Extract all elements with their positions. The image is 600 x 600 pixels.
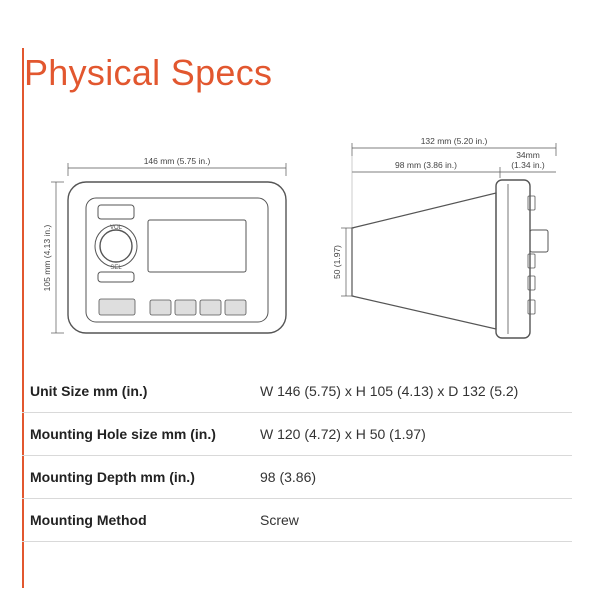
side-view [341,143,556,338]
spec-label: Mounting Hole size mm (in.) [30,426,216,442]
hole-height-label: 50 (1.97) [332,244,342,280]
spec-row-mounting-method [22,499,572,542]
spec-row-mounting-hole [22,413,572,456]
top-button [98,205,134,219]
source-button [99,299,135,315]
front-view [51,163,286,333]
knob-side [530,230,548,252]
preset-button-1 [150,300,171,315]
spec-label: Mounting Method [30,512,147,528]
total-depth-label: 132 mm (5.20 in.) [420,136,488,146]
spec-value: Screw [260,512,299,528]
spec-row-unit-size [22,370,572,413]
preset-button-4 [225,300,246,315]
housing-body [352,193,496,329]
spec-value: W 120 (4.72) x H 50 (1.97) [260,426,426,442]
spec-row-mounting-depth [22,456,572,499]
sel-label: SEL [110,265,122,271]
spec-label: Mounting Depth mm (in.) [30,469,195,485]
preset-button-2 [175,300,196,315]
bottom-button [98,272,134,282]
vol-label: VOL [109,225,123,231]
bezel-side [496,180,530,338]
spec-value: W 146 (5.75) x H 105 (4.13) x D 132 (5.2) [260,383,519,399]
mount-depth-label: 98 mm (3.86 in.) [395,160,457,170]
display-screen [148,220,246,272]
spec-value: 98 (3.86) [260,469,317,485]
spec-label: Unit Size mm (in.) [30,383,148,399]
bezel-depth-in-label: (1.34 in.) [511,160,545,170]
vol-knob [100,230,132,262]
preset-button-3 [200,300,221,315]
bezel-depth-mm-label: 34mm [516,150,540,160]
vol-knob-ring [95,225,137,267]
front-height-label: 105 mm (4.13 in.) [42,224,52,292]
page-title: Physical Specs [24,52,273,93]
specs-table [22,370,572,542]
front-width-label: 146 mm (5.75 in.) [143,156,211,166]
